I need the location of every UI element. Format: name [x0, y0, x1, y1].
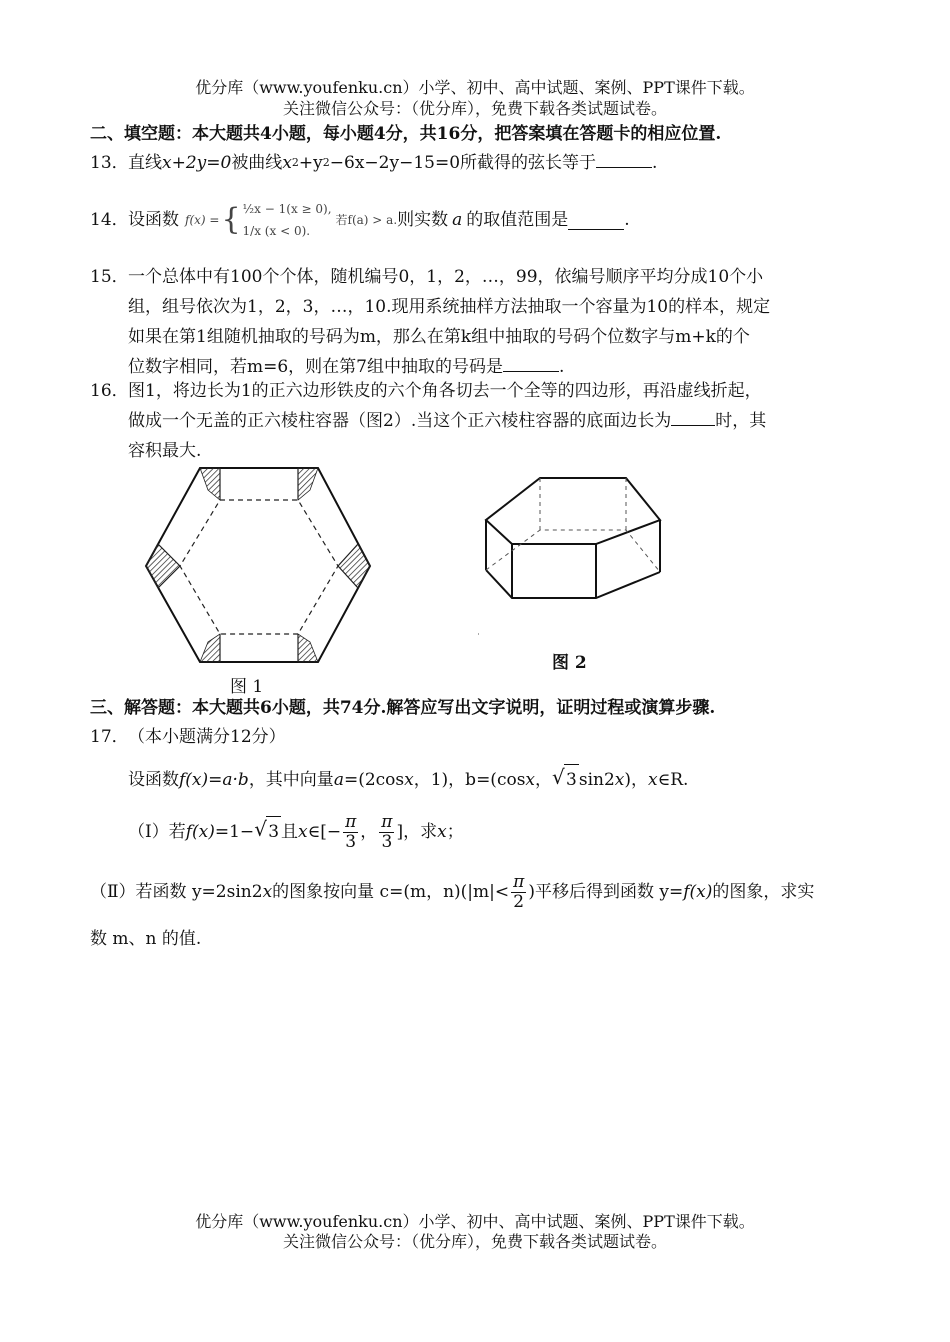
- frac-den: 3: [381, 832, 393, 852]
- question-number: 17．: [90, 727, 129, 747]
- frac-num: π: [381, 812, 393, 832]
- figure-2-label: 图 2: [552, 653, 587, 673]
- q17-text: ，1)，b=(cos: [413, 770, 526, 790]
- q14-text2: 的取值范围是: [466, 210, 569, 230]
- q17-text: ]，求: [396, 822, 438, 842]
- question-13: [90, 148, 870, 178]
- question-14: [90, 192, 870, 248]
- q14-piecewise: [243, 198, 332, 242]
- question-number: 13．: [90, 153, 129, 173]
- frac-num: π: [513, 872, 525, 892]
- answer-blank[interactable]: [671, 407, 715, 426]
- q17-text: 设函数: [128, 770, 179, 790]
- q16-line1: 图1，将边长为1的正六边形铁皮的六个角各切去一个全等的四边形，再沿虚线折起，: [128, 381, 762, 401]
- question-number: 15．: [90, 267, 129, 287]
- section-solutions-title: 三、解答题：本大题共6小题，共74分.解答应写出文字说明，证明过程或演算步骤.: [90, 698, 716, 718]
- q14-text: 则实数: [397, 210, 449, 230]
- q17-var: x: [298, 822, 308, 842]
- q17-text: )平移后得到函数 y=: [528, 882, 684, 902]
- q17-text: ，: [535, 770, 553, 790]
- figure-1-label: 图 1: [230, 677, 264, 697]
- q17-text: ；: [446, 822, 464, 842]
- page-footer-line2: 关注微信公众号：（优分库），免费下载各类试题试卷。: [282, 1232, 667, 1251]
- cut-lines: [158, 468, 358, 662]
- q13-text: 直线: [128, 153, 162, 173]
- q17-text: （Ⅱ）若函数 y=2sin2: [90, 882, 263, 902]
- q14-var: a: [452, 210, 463, 230]
- q17-func: f(x): [185, 822, 215, 842]
- q14-fx: f(x) =: [185, 213, 220, 227]
- q16-line3: 容积最大.: [128, 441, 202, 461]
- q14-lead: 设函数: [128, 210, 179, 230]
- answer-blank[interactable]: [568, 211, 624, 230]
- question-number: 14．: [90, 210, 129, 230]
- sqrt-symbol: [564, 764, 579, 795]
- q17-var: x: [262, 882, 273, 902]
- fraction-pi-over-3: [343, 814, 358, 851]
- q17-text: 且: [281, 822, 299, 842]
- q15-line4: 位数字相同，若m=6，则在第7组中抽取的号码是: [128, 357, 503, 377]
- q17-text: ，其中向量: [248, 770, 334, 790]
- q17-text: sin2: [578, 770, 615, 790]
- question-17-heading: [90, 722, 870, 752]
- q13-text: +y: [298, 153, 323, 173]
- q17-text: ∈R.: [657, 770, 689, 790]
- q17-text: ∈[−: [307, 822, 342, 842]
- frac-den: 3: [345, 832, 357, 852]
- question-15: [90, 262, 870, 382]
- page-header-line1: 优分库（www.youfenku.cn）小学、初中、高中试题、案例、PPT课件下载。: [195, 78, 755, 97]
- page-header-line2: 关注微信公众号：（优分库），免费下载各类试题试卷。: [282, 99, 667, 118]
- q17-intro: [128, 764, 908, 795]
- q16-line2b: 时，其: [715, 411, 767, 431]
- q13-text: −6x−2y−15=0所截得的弦长等于: [329, 153, 597, 173]
- brace-icon: {: [221, 202, 241, 237]
- q17-var: x: [614, 770, 625, 790]
- q17-text: )，: [624, 770, 649, 790]
- q15-tail: .: [559, 357, 565, 377]
- q14-case1: ½x − 1(x ≥ 0),: [242, 202, 332, 216]
- q13-line-eq: x+2y=0: [162, 153, 232, 173]
- figure-2-prism: [478, 470, 678, 640]
- q16-line2a: 做成一个无盖的正六棱柱容器（图2）.当这个正六棱柱容器的底面边长为: [128, 411, 672, 431]
- frac-num: π: [345, 812, 357, 832]
- sqrt-symbol: [266, 816, 281, 847]
- fraction-pi-over-2: [511, 874, 526, 911]
- q17-text: ，: [360, 822, 378, 842]
- q15-line2: 组，组号依次为1，2，3，…，10.现用系统抽样方法抽取一个容量为10的样本，规定: [128, 297, 771, 317]
- q17-text: =(2cos: [343, 770, 405, 790]
- figure-1-hexagon: [140, 462, 376, 672]
- q17-radicand: 3: [566, 770, 577, 790]
- q17-func: f(x): [683, 882, 713, 902]
- section-fill-in-title: 二、填空题：本大题共4小题，每小题4分，共16分，把答案填在答题卡的相应位置.: [90, 124, 722, 144]
- q14-case2: 1/x (x < 0).: [242, 224, 311, 238]
- answer-blank[interactable]: [596, 149, 652, 168]
- question-number: 16．: [90, 381, 129, 401]
- q17-var: x: [525, 770, 536, 790]
- q17-var: a: [333, 770, 344, 790]
- q17-func: f(x)=a·b: [179, 770, 249, 790]
- q17-text: =1−: [214, 822, 255, 842]
- question-16: [90, 376, 870, 466]
- answer-blank[interactable]: [503, 353, 559, 372]
- q14-condition: 若f(a) > a.: [335, 213, 398, 227]
- q14-tail: .: [624, 210, 630, 230]
- q17-text: （Ⅰ）若: [128, 822, 186, 842]
- q13-exp: 2: [291, 156, 299, 169]
- q13-exp: 2: [322, 156, 330, 169]
- frac-den: 2: [513, 892, 525, 912]
- q17-var: x: [648, 770, 658, 790]
- q13-var: x: [282, 153, 292, 173]
- q17-var: x: [404, 770, 414, 790]
- q17-text: 的图象，求实: [712, 882, 815, 902]
- q13-text: 被曲线: [231, 153, 283, 173]
- fraction-pi-over-3: [379, 814, 394, 851]
- q15-line1: 一个总体中有100个个体，随机编号0，1，2，…，99，依编号顺序平均分成10个小: [128, 267, 764, 287]
- q17-radicand: 3: [268, 822, 280, 842]
- page-footer-line1: 优分库（www.youfenku.cn）小学、初中、高中试题、案例、PPT课件下载。: [195, 1212, 755, 1231]
- q17-part1: [128, 814, 908, 851]
- q17-var: x: [437, 822, 447, 842]
- q17-text: 的图象按向量 c=(m，n)(|m|<: [272, 882, 510, 902]
- q17-part2-cont: 数 m、n 的值.: [90, 929, 202, 949]
- q17-score: （本小题满分12分）: [128, 727, 286, 747]
- inner-fold-line: [180, 500, 338, 634]
- q13-tail: .: [652, 153, 658, 173]
- q15-line3: 如果在第1组随机抽取的号码为m，那么在第k组中抽取的号码个位数字与m+k的个: [128, 327, 750, 347]
- prism-solid-edges: [486, 478, 660, 598]
- q17-part2: [90, 874, 870, 911]
